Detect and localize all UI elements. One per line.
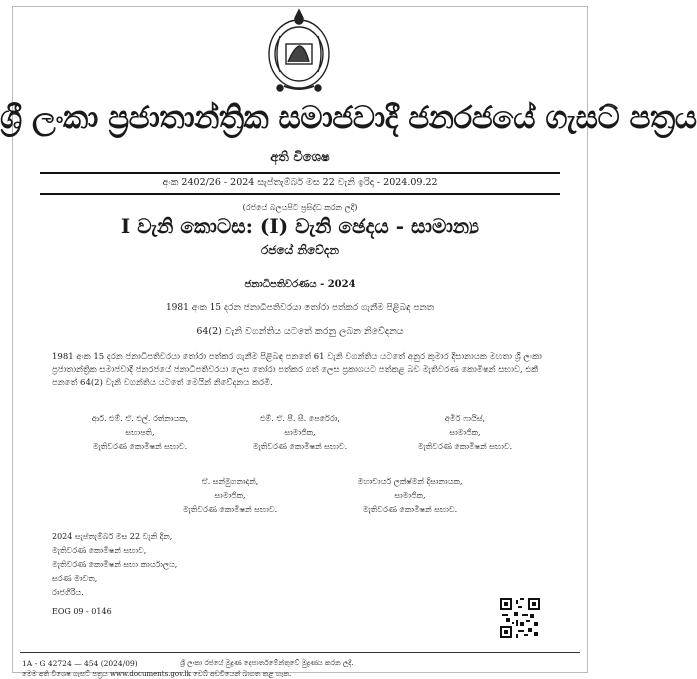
- signatory-role: සභාපති,: [125, 428, 155, 437]
- divider: [40, 172, 560, 174]
- signatory-1: [60, 412, 220, 454]
- signatory-body: මැතිවරණ කොමිෂන් සභාව.: [182, 505, 278, 514]
- gazette-subtitle: අති විශෙෂ: [270, 150, 330, 165]
- signatory-body: මැතිවරණ කොමිෂන් සභාව.: [92, 442, 188, 451]
- signatory-role: සාමාජික,: [284, 428, 316, 437]
- address-line: මැතිවරණ කොමිෂන් සභා කාර්යාලය,: [52, 560, 178, 569]
- section-heading: ජනාධිපතිවරණය - 2024: [244, 279, 356, 290]
- date-line: 2024 සැප්තැම්බර් මස 22 වැනි දින,: [52, 532, 173, 541]
- footer-code: 1A - G 42724 — 454 (2024/09): [22, 659, 138, 668]
- gazette-title: ශ්‍රී ලංකා ප්‍රජාතාන්ත්‍රික සමාජවාදී ජනරජයේ ගැසට් පත්‍රය: [0, 100, 697, 136]
- divider: [40, 193, 560, 195]
- address-line: සරණ මාවත,: [52, 574, 98, 583]
- signatory-name: ඒ. සන්මුගනාදන්,: [201, 477, 259, 486]
- address-line: රාජගිරිය.: [52, 588, 84, 597]
- signatory-4: [150, 475, 310, 517]
- address-line: මැතිවරණ කොමිෂන් සභාව,: [52, 546, 147, 555]
- signatory-name: මහාචාර්ය ලක්ෂ්මන් දිසානායක,: [357, 477, 463, 486]
- part-heading: I වැනි කොටස: (I) වැනි ඡෙදය - සාමාන්‍ය: [120, 214, 480, 238]
- signatory-name: එම්. ඒ. පී. සී. පෙරේරා,: [260, 414, 340, 423]
- date-address-block: [52, 530, 177, 600]
- sri-lanka-emblem: [262, 6, 336, 96]
- qr-code: [500, 598, 540, 638]
- act-title: 1981 අංක 15 දරන ජනාධිපතිවරයා තෝරා පත්කර ගැනීම පිළිබඳ පනත: [165, 303, 435, 313]
- issue-line: අංක 2402/26 - 2024 සැප්තැම්බර් මස 22 වැනි ඉරිදා - 2024.09.22: [162, 177, 438, 188]
- government-notifications: රජයේ නිවේදන: [261, 243, 339, 257]
- signatory-role: සාමාජික,: [449, 428, 481, 437]
- signatory-body: මැතිවරණ කොමිෂන් සභාව.: [362, 505, 458, 514]
- signatory-role: සාමාජික,: [214, 491, 246, 500]
- signatory-name: ආර්. එම්. ඒ. එල්. රත්නායක,: [91, 414, 189, 423]
- signatory-3: [385, 412, 545, 454]
- footer-printer: ශ්‍රී ලංකා රජයේ මුද්‍රණ දෙපාර්තමේන්තුවේ මුද්‍රණය කරන ලදී.: [180, 659, 354, 667]
- reference-number: EOG 09 - 0146: [52, 607, 112, 616]
- notice-heading: 64(2) වැනි වගන්තිය යටතේ කරනු ලබන නිවේදනය: [196, 326, 404, 337]
- signatory-body: මැතිවරණ කොමිෂන් සභාව.: [417, 442, 513, 451]
- signatory-role: සාමාජික,: [394, 491, 426, 500]
- signatory-5: [330, 475, 490, 517]
- authority-note: (රජයේ බලයපිට ප්‍රසිද්ධ කරන ලදී): [242, 203, 358, 212]
- notice-body: 1981 අංක 15 දරන ජනාධිපතිවරයා තෝරා පත්කර ගැනීම පිළිබඳ පනතේ 61 වැනි වගන්තිය යටතේ අනුර කුමාර දිසානායක මහතා ශ්‍රී ලංකා ප්‍රජාතාන්ත්‍රික සමාජවාදී ජනරජයේ ජනාධිපතිවරයා ලෙස තෝරා පත්කර ගත් ලෙස ප්‍රකාශයට පත්කළ බව මැතිවරණ කොමිෂන් සභාව, එකී පනතේ 64(2) වැනි වගන්තිය යටතේ මෙයින් නිවේදනය කරමි.: [52, 352, 542, 388]
- signatory-body: මැතිවරණ කොමිෂන් සභාව.: [252, 442, 348, 451]
- footer-divider: [20, 652, 580, 653]
- signatory-name: අමීර් ෆායිස්,: [444, 414, 486, 423]
- signatory-2: [220, 412, 380, 454]
- footer-website-note: මෙම අති විශෙෂ ගැසට් පත්‍රය www.documents.gov.lk වෙබ් අඩවියෙන් බාගත කළ හැක.: [22, 670, 292, 678]
